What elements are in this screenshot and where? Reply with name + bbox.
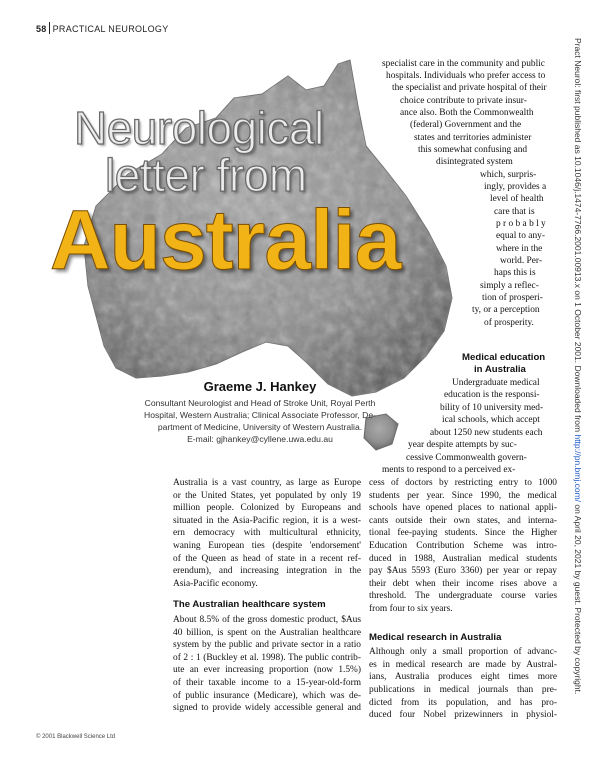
research-line: duced four Nobel prizewinners in physiol- bbox=[369, 710, 557, 721]
right-text-line: world. Per- bbox=[500, 256, 542, 266]
edu-line: ments to respond to a perceived ex- bbox=[382, 465, 516, 475]
edu-line: students per year. Since 1990, the medical bbox=[369, 490, 557, 501]
intro-line: of the Queen as head of state in a recent ref- bbox=[173, 553, 361, 564]
edu-line: year despite attempts by suc- bbox=[408, 440, 517, 450]
healthcare-line: system by the public and private sector in a ratio bbox=[173, 640, 361, 651]
right-text-line: disintegrated system bbox=[436, 157, 513, 167]
edu-line: about 1250 new students each bbox=[430, 428, 543, 438]
affiliation-line: Consultant Neurologist and Head of Stroke Unit, Royal Perth bbox=[144, 398, 376, 408]
research-line: es in medical research are made by Austral- bbox=[369, 659, 557, 670]
healthcare-line: signed to provide widely accessible general and bbox=[173, 703, 361, 714]
edu-line: Undergraduate medical bbox=[452, 378, 540, 388]
right-text-line: care that is bbox=[494, 207, 535, 217]
right-text-line: choice contribute to private insur- bbox=[400, 96, 527, 106]
edu-line: cants outside their own states, and interna- bbox=[369, 515, 557, 526]
sidebar-text-before: Pract Neurol: first published as 10.1046/j.1474-7766.2001.00913.x on 1 October 2001. Downloaded from bbox=[573, 38, 583, 433]
right-text-line: states and territories administer bbox=[414, 133, 532, 143]
research-line: dicted from its population, and has pro- bbox=[369, 697, 557, 708]
healthcare-line: ute an ever increasing proportion (now 1.5%) bbox=[173, 665, 361, 676]
journal-name: PRACTICAL NEUROLOGY bbox=[52, 24, 169, 34]
edu-line: duced in 1988, Australian medical students bbox=[369, 553, 557, 564]
edu-line: pay $Aus 5593 (Euro 3360) per year or repay bbox=[369, 566, 557, 577]
right-text-line: tion of prosperi- bbox=[482, 293, 543, 303]
healthcare-line: About 8.5% of the gross domestic product, $Aus bbox=[173, 614, 361, 625]
edu-line: their debt when their income rises above a bbox=[369, 578, 557, 589]
right-text-line: specialist care in the community and public bbox=[382, 59, 545, 69]
right-text-line: ance also. Both the Commonwealth bbox=[400, 108, 534, 118]
healthcare-heading: The Australian healthcare system bbox=[173, 599, 326, 611]
right-text-line: haps this is bbox=[494, 268, 536, 278]
right-text-line: this somewhat confusing and bbox=[418, 145, 528, 155]
right-text-line: where in the bbox=[496, 244, 543, 254]
healthcare-line: of their taxable income to a 15-year-old-form bbox=[173, 677, 361, 688]
intro-line: waning European ties (despite 'endorsement' bbox=[173, 540, 361, 551]
right-text-line: ingly, provides a bbox=[484, 182, 547, 192]
research-heading: Medical research in Australia bbox=[369, 631, 502, 643]
edu-line: threshold. The undergraduate course varies bbox=[369, 591, 557, 602]
right-text-line: simply a reflec- bbox=[480, 281, 539, 291]
intro-line: million people. Colonized by Europeans and bbox=[173, 503, 361, 514]
author-affiliation bbox=[110, 397, 410, 445]
title-line-2: letter from bbox=[105, 149, 307, 201]
medical-education-heading-1: Medical education bbox=[462, 352, 546, 363]
healthcare-line: of 2 : 1 (Buckley et al. 1998). The public contrib- bbox=[173, 652, 361, 663]
healthcare-line: 40 billion, is spent on the Australian healthcare bbox=[173, 627, 361, 638]
edu-line: schools have opened places to national appli- bbox=[369, 503, 557, 514]
header-divider bbox=[49, 22, 50, 34]
edu-line: education is the responsi- bbox=[444, 390, 540, 400]
right-text-line: which, surpris- bbox=[480, 170, 537, 180]
sidebar-text-after: on April 20, 2021 by guest. Protected by copyright. bbox=[573, 504, 583, 695]
edu-line: Education Contribution Scheme was intro- bbox=[369, 540, 557, 551]
intro-line: or the United States, yet populated by only 19 bbox=[173, 490, 361, 501]
healthcare-line: of public insurance (Medicare), which was de- bbox=[173, 690, 361, 701]
edu-line: from four to six years. bbox=[369, 603, 453, 614]
medical-education-heading-2: in Australia bbox=[474, 364, 526, 375]
affiliation-line: partment of Medicine, University of Western Australia. bbox=[157, 422, 363, 432]
intro-line: situated in the Asia-Pacific region, it is a west- bbox=[173, 515, 361, 526]
title-line-3: Australia bbox=[50, 193, 401, 287]
copyright-footer: © 2001 Blackwell Science Ltd bbox=[36, 734, 116, 740]
left-column bbox=[173, 477, 361, 715]
edu-line: bility of 10 university med- bbox=[440, 403, 544, 413]
edu-line: cess of doctors by restricting entry to 1000 bbox=[369, 478, 557, 488]
author-email[interactable]: E-mail: gjhankey@cyllene.uwa.edu.au bbox=[187, 434, 333, 444]
page-number: 58 bbox=[36, 24, 47, 34]
right-text-line: ty, or a perception bbox=[472, 305, 540, 315]
right-text-line: level of health bbox=[490, 194, 544, 204]
right-text-line: of prosperity. bbox=[484, 318, 534, 328]
right-column bbox=[369, 477, 557, 722]
affiliation-line: Hospital, Western Australia; Clinical Associate Professor, De- bbox=[144, 410, 376, 420]
research-line: ians, Australia produces eight times more bbox=[369, 672, 557, 683]
intro-line: Asia-Pacific economy. bbox=[173, 578, 258, 589]
research-line: Although only a small proportion of advanc- bbox=[369, 647, 557, 658]
download-sidebar bbox=[573, 38, 583, 738]
right-text-line: equal to any- bbox=[496, 231, 545, 241]
right-text-line: (federal) Government and the bbox=[410, 120, 522, 130]
right-text-line: the specialist and private hospital of their bbox=[392, 83, 547, 93]
edu-line: tional fee-paying students. Since the Higher bbox=[369, 528, 557, 539]
right-text-line: p r o b a b l y bbox=[496, 219, 546, 229]
intro-line: ern democracy with multicultural ethnicity, bbox=[173, 528, 361, 539]
right-text-line: hospitals. Individuals who prefer access to bbox=[386, 71, 546, 81]
intro-line: erendum), and increasing integration in the bbox=[173, 566, 361, 577]
edu-line: ical schools, which accept bbox=[442, 415, 540, 425]
edu-line: cessive Commonwealth govern- bbox=[406, 453, 527, 463]
title-line-1: Neurological bbox=[74, 102, 324, 154]
author-name: Graeme J. Hankey bbox=[203, 379, 317, 394]
running-header bbox=[36, 22, 169, 34]
research-line: publications in medical journals than pre- bbox=[369, 684, 557, 695]
sidebar-link[interactable]: http://pn.bmj.com/ bbox=[573, 434, 583, 503]
intro-line: Australia is a vast country, as large as Europe bbox=[173, 478, 361, 488]
